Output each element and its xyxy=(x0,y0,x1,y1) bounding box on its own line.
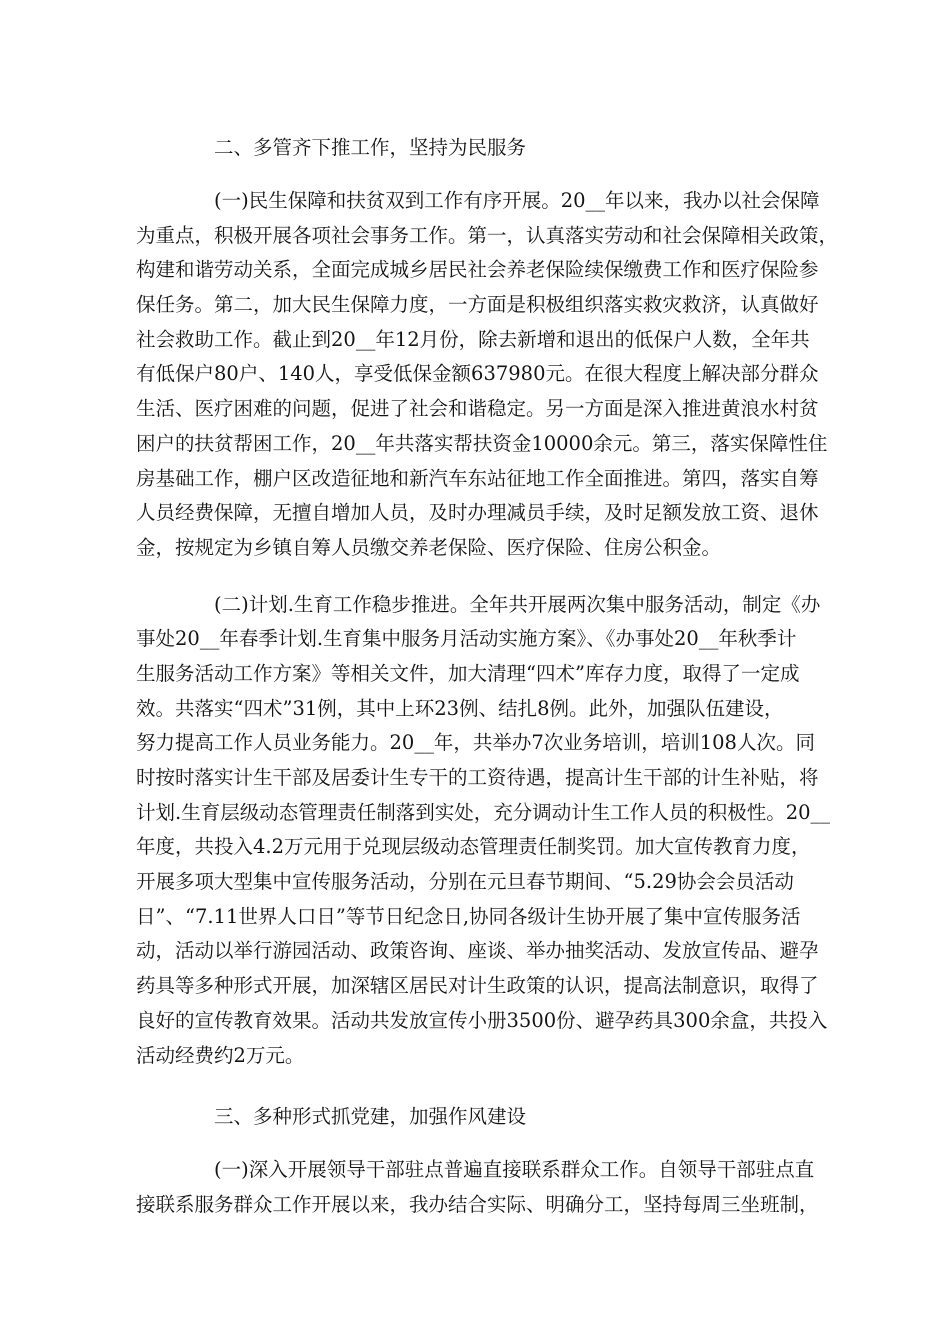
text-line: 有低保户80户、140人，享受低保金额637980元。在很大程度上解决部分群众 xyxy=(136,362,819,386)
text-line: 人员经费保障，无擅自增加人员，及时办理减员手续，及时足额发放工资、退休 xyxy=(136,501,819,525)
text-line: 计划.生育层级动态管理责任制落到实处，充分调动计生工作人员的积极性。20__ xyxy=(136,800,831,824)
text-line: 接联系服务群众工作开展以来，我办结合实际、明确分工，坚持每周三坐班制， xyxy=(136,1192,819,1216)
text-line: 房基础工作，棚户区改造征地和新汽车东站征地工作全面推进。第四，落实自筹 xyxy=(136,466,819,490)
document-body xyxy=(136,126,839,1223)
text-line: 困户的扶贫帮困工作，20__年共落实帮扶资金10000余元。第三，落实保障性住 xyxy=(136,431,828,455)
text-line: 努力提高工作人员业务能力。20__年，共举办7次业务培训，培训108人次。同 xyxy=(136,731,815,755)
text-line: 活动经费约2万元。 xyxy=(136,1043,305,1067)
text-line: (二)计划.生育工作稳步推进。全年共开展两次集中服务活动，制定《办 xyxy=(214,592,821,616)
section-heading: 三、多种形式抓党建，加强作风建设 xyxy=(214,1105,527,1129)
text-line: 保任务。第二，加大民生保障力度，一方面是积极组织落实救灾救济，认真做好 xyxy=(136,293,819,317)
paragraph xyxy=(136,588,831,1074)
text-line: 事处20__年春季计划.生育集中服务月活动实施方案》、《办事处20__年秋季计 xyxy=(136,627,797,651)
text-line: 效。共落实“四术”31例，其中上环23例、结扎8例。此外，加强队伍建设， xyxy=(136,696,784,720)
text-line: 生服务活动工作方案》等相关文件，加大清理“四术”库存力度，取得了一定成 xyxy=(136,661,800,685)
text-line: 为重点，积极开展各项社会事务工作。第一，认真落实劳动和社会保障相关政策， xyxy=(136,223,839,247)
text-line: 构建和谐劳动关系，全面完成城乡居民社会养老保险续保缴费工作和医疗保险参 xyxy=(136,258,819,282)
text-line: (一)民生保障和扶贫双到工作有序开展。20__年以来，我办以社会保障 xyxy=(214,189,820,212)
text-line: 社会救助工作。截止到20__年12月份，除去新增和退出的低保户人数，全年共 xyxy=(136,327,810,351)
paragraph xyxy=(136,1153,819,1222)
text-line: 年度，共投入4.2万元用于兑现层级动态管理责任制奖罚。加大宣传教育力度， xyxy=(136,835,811,859)
paragraph xyxy=(136,184,839,566)
text-line: 时按时落实计生干部及居委计生专干的工资待遇，提高计生干部的计生补贴，将 xyxy=(136,766,819,789)
text-line: 生活、医疗困难的问题，促进了社会和谐稳定。另一方面是深入推进黄浪水村贫 xyxy=(136,397,819,421)
text-line: 良好的宣传教育效果。活动共发放宣传小册3500份、避孕药具300余盒，共投入 xyxy=(136,1008,828,1032)
text-line: 日”、“7.11世界人口日”等节日纪念日,协同各级计生协开展了集中宣传服务活 xyxy=(136,904,801,928)
text-line: (一)深入开展领导干部驻点普遍直接联系群众工作。自领导干部驻点直 xyxy=(214,1158,815,1182)
text-line: 金，按规定为乡镇自筹人员缴交养老保险、医疗保险、住房公积金。 xyxy=(136,535,722,559)
text-line: 开展多项大型集中宣传服务活动，分别在元旦春节期间、“5.29协会会员活动 xyxy=(136,870,794,894)
text-line: 药具等多种形式开展，加深辖区居民对计生政策的认识，提高法制意识，取得了 xyxy=(136,974,819,998)
section-heading: 二、多管齐下推工作，坚持为民服务 xyxy=(214,136,527,159)
text-line: 动，活动以举行游园活动、政策咨询、座谈、举办抽奖活动、发放宣传品、避孕 xyxy=(136,939,819,963)
